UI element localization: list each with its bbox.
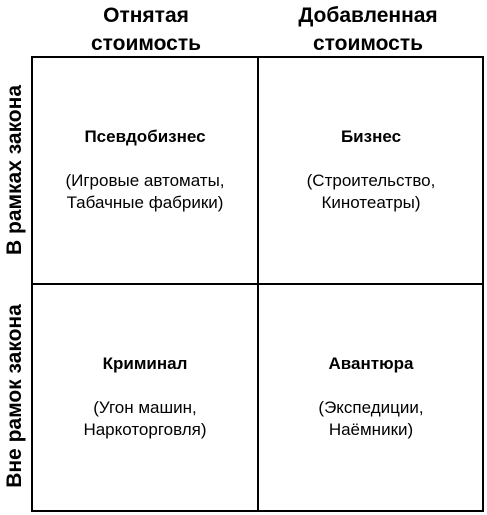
row-header-outside-law-label: Вне рамок закона [3, 304, 27, 488]
quadrant-title: Авантюра [328, 354, 414, 373]
row-header-within-law [0, 57, 30, 283]
quadrant-examples: (Строительство, Кинотеатры) [306, 171, 436, 212]
quadrant-pseudo-business [33, 126, 257, 214]
quadrant-title: Бизнес [340, 127, 402, 146]
quadrant-business [259, 126, 483, 214]
quadrant-adventure [259, 353, 483, 441]
quadrant-criminal [33, 353, 257, 441]
column-header-taken-value: Отнятая стоимость [90, 4, 202, 55]
quadrant-examples: (Экспедиции, Наёмники) [318, 398, 424, 439]
row-header-within-law-label: В рамках закона [3, 84, 27, 256]
horizontal-divider [33, 283, 482, 285]
quadrant-examples: (Игровые автоматы, Табачные фабрики) [65, 171, 225, 212]
quadrant-grid [31, 56, 484, 512]
quadrant-title: Псевдобизнес [84, 127, 206, 146]
quadrant-title: Криминал [102, 354, 188, 373]
quadrant-examples: (Угон машин, Наркоторговля) [83, 398, 207, 439]
column-header-added-value: Добавленная стоимость [298, 4, 438, 55]
row-header-outside-law [0, 283, 30, 509]
